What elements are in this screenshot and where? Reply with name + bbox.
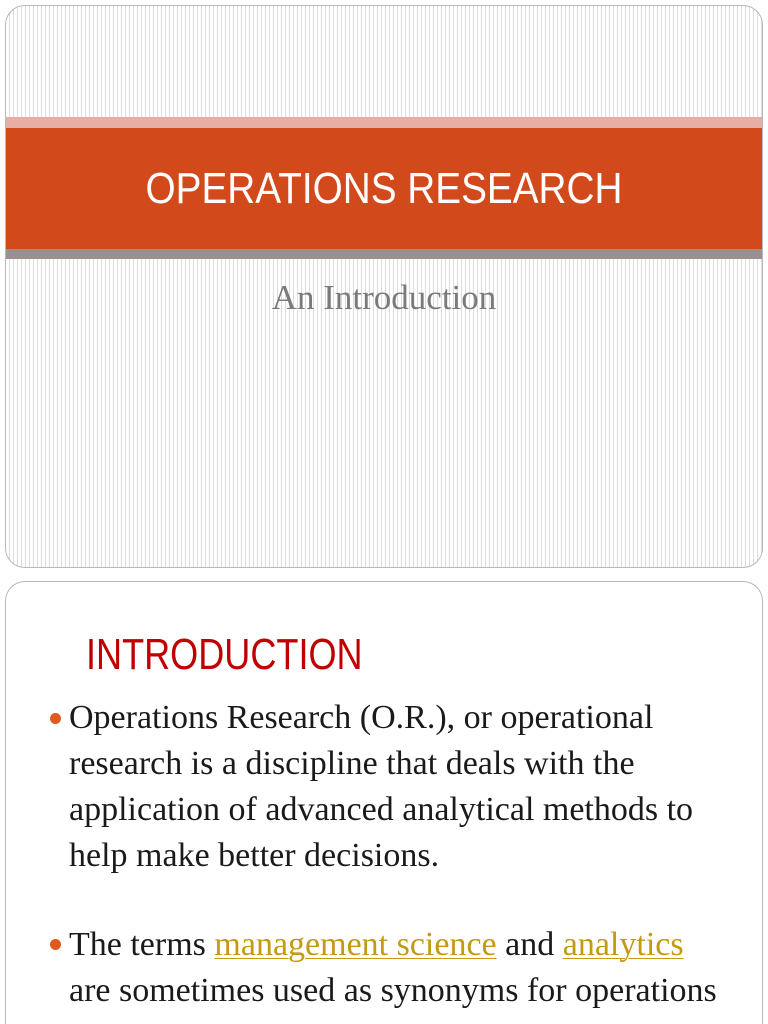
bullet-dot-icon [50, 939, 61, 950]
bullet-text-line: research is a discipline that deals with the [69, 745, 635, 782]
bullet-text-line: Operations Research (O.R.), or operational [69, 699, 654, 736]
slide-heading: INTRODUCTION [86, 630, 363, 679]
introduction-slide [5, 581, 763, 1024]
title-band-bottom-stripe [6, 249, 762, 259]
bullet-item [69, 695, 693, 879]
title-slide [5, 5, 763, 568]
bullet-dot-icon [50, 713, 61, 724]
management-science-link[interactable]: management science [214, 926, 497, 963]
bullet-item [69, 922, 717, 1014]
bullet-text-line: are sometimes used as synonyms for operations [69, 972, 717, 1009]
bullet-text-line [69, 922, 717, 968]
bullet-text-line: help make better decisions. [69, 837, 440, 874]
slide-subtitle: An Introduction [271, 278, 497, 317]
bullet-text-segment: and [496, 926, 563, 963]
bullet-text-line: application of advanced analytical methods to [69, 791, 694, 828]
title-band [6, 128, 762, 249]
title-band-top-stripe [6, 117, 762, 128]
analytics-link[interactable]: analytics [562, 926, 684, 963]
bullet-text-segment: The terms [69, 926, 215, 963]
slide-title: OPERATIONS RESEARCH [145, 164, 623, 213]
